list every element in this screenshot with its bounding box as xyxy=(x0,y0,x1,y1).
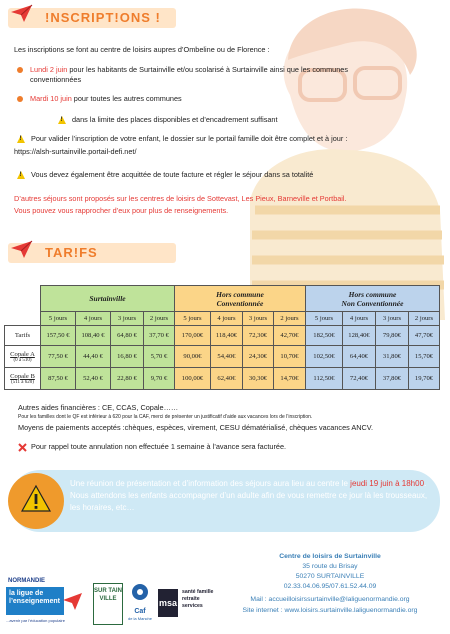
other-sejours-line2: Vous pouvez vous rapprocher d’eux pour plus de renseignements. xyxy=(14,206,229,215)
info-box xyxy=(10,470,440,532)
caf-logo xyxy=(126,583,154,623)
group-header-line2: Conventionnée xyxy=(216,298,264,308)
bullet-1-text: pour les habitants de Surtainville et/ou scolarisé à Surtainville ainsi que les communes xyxy=(67,65,349,74)
caf-sub: de la Manche xyxy=(127,616,152,621)
footer-name: Centre de loisirs de Surtainville xyxy=(279,553,381,560)
day-header: 2 jours xyxy=(274,312,306,326)
table-cell: 87,50 € xyxy=(41,368,76,390)
table-cell: 79,80€ xyxy=(376,326,409,346)
table-cell: 182,50€ xyxy=(306,326,343,346)
warning-icon xyxy=(17,135,25,143)
surtainville-logo-text: SUR TAIN VILLE xyxy=(94,588,122,602)
day-header: 4 jours xyxy=(211,312,243,326)
group-header-surtainville: Surtainville xyxy=(41,286,175,312)
cancel-text: Pour rappel toute annulation non effectuée 1 semaine à l’avance sera facturée. xyxy=(31,442,287,451)
bullet-2-date: Mardi 10 juin xyxy=(30,94,72,103)
table-cell: 37,80€ xyxy=(376,368,409,390)
group-header-line1: Hors commune xyxy=(348,289,397,299)
table-cell: 30,30€ xyxy=(243,368,274,390)
warning-icon xyxy=(20,484,52,514)
table-cell: 14,70€ xyxy=(274,368,306,390)
row-label-main: Copale A xyxy=(10,350,35,358)
tarifs-table xyxy=(4,285,440,390)
ligue-region: NORMANDIE xyxy=(8,578,45,584)
row-label-main: Copale B xyxy=(10,372,35,380)
bullet-2 xyxy=(30,94,182,104)
table-cell: 64,40€ xyxy=(343,346,376,368)
table-cell: 19,70€ xyxy=(409,368,440,390)
table-cell: 128,40€ xyxy=(343,326,376,346)
info-text-part2: . Nous attendons les enfants accompagner d’un adulte afin de vous remettre ce jour là les trousseaux, les horaires, etc… xyxy=(70,479,428,512)
table-cell: 10,70€ xyxy=(274,346,306,368)
table-cell: 64,80 € xyxy=(111,326,144,346)
footer-address2: 50270 SURTAINVILLE xyxy=(295,573,365,580)
surtainville-logo xyxy=(93,583,123,625)
table-cell: 72,30€ xyxy=(243,326,274,346)
day-header: 3 jours xyxy=(376,312,409,326)
day-header: 2 jours xyxy=(409,312,440,326)
group-header-conventionnee xyxy=(175,286,306,312)
day-header: 3 jours xyxy=(243,312,274,326)
table-cell: 37,70 € xyxy=(144,326,175,346)
footer-address1: 35 route du Brisay xyxy=(302,563,358,570)
aides-line2: Pour les familles dont le QF est inférieur à 620 pour la CAF, merci de présenter un justificatif d’aide aux vacances lors de l’inscription. xyxy=(18,414,313,420)
bullet-1 xyxy=(30,65,430,75)
warning-icon xyxy=(58,116,66,124)
table-cell: 77,50 € xyxy=(41,346,76,368)
bullet-1-line2: conventionnées xyxy=(30,75,82,84)
table-cell: 100,00€ xyxy=(175,368,211,390)
msa-text: santé famille retraite services xyxy=(182,589,214,609)
table-cell: 90,00€ xyxy=(175,346,211,368)
bullet-icon xyxy=(17,96,23,102)
intro-text: Les inscriptions se font au centre de loisirs aupres d’Ombeline ou de Florence : xyxy=(14,45,270,54)
table-cell: 44,40 € xyxy=(76,346,111,368)
table-cell: 31,80€ xyxy=(376,346,409,368)
table-cell: 47,70€ xyxy=(409,326,440,346)
group-header-line2: Non Conventionnée xyxy=(341,298,404,308)
paper-plane-icon xyxy=(62,592,84,612)
bullet-1-date: Lundi 2 juin xyxy=(30,65,68,74)
table-cell: 62,40€ xyxy=(211,368,243,390)
warning-1-text: dans la limite des places disponibles et d’encadrement suffisant xyxy=(72,115,278,124)
paper-plane-icon xyxy=(10,240,34,260)
table-cell: 102,50€ xyxy=(306,346,343,368)
table-cell: 22,80 € xyxy=(111,368,144,390)
table-cell: 9,70 € xyxy=(144,368,175,390)
row-label-sub: (0 à 510) xyxy=(13,357,32,363)
tarifs-title: TAR!FS xyxy=(45,245,98,260)
ligue-logo-block xyxy=(6,587,64,615)
ligue-name: la ligue de l’enseignement xyxy=(9,590,60,605)
table-cell: 72,40€ xyxy=(343,368,376,390)
table-cell: 16,80 € xyxy=(111,346,144,368)
footer-mail[interactable]: Mail : accueilloisirssurtainville@laliguenormandie.org xyxy=(250,596,410,603)
day-header: 4 jours xyxy=(343,312,376,326)
msa-letters: msa xyxy=(158,589,178,617)
row-label: Tarifs xyxy=(5,326,41,346)
cross-icon xyxy=(18,443,27,452)
info-text-part1: Une réunion de présentation et d’information des séjours aura lieu au centre le xyxy=(70,479,351,488)
caf-name: Caf xyxy=(134,608,146,615)
page-title: !NSCRIPT!ONS ! xyxy=(45,10,161,25)
day-header: 3 jours xyxy=(111,312,144,326)
caf-icon xyxy=(126,583,154,603)
table-cell: 24,30€ xyxy=(243,346,274,368)
table-cell: 118,40€ xyxy=(211,326,243,346)
table-cell: 52,40 € xyxy=(76,368,111,390)
paper-plane-icon xyxy=(10,4,34,24)
info-text xyxy=(70,478,432,514)
table-cell: 5,70 € xyxy=(144,346,175,368)
table-cell: 108,40 € xyxy=(76,326,111,346)
bullet-icon xyxy=(17,67,23,73)
day-header: 5 jours xyxy=(175,312,211,326)
msa-logo xyxy=(158,583,214,623)
day-header: 4 jours xyxy=(76,312,111,326)
group-header-non-conventionnee xyxy=(306,286,440,312)
table-cell: 157,50 € xyxy=(41,326,76,346)
info-date: jeudi 19 juin à 18h00 xyxy=(350,479,425,488)
table-cell: 42,70€ xyxy=(274,326,306,346)
footer-site[interactable]: Site internet : www.loisirs.surtainville.laliguenormandie.org xyxy=(242,607,418,614)
table-cell: 54,40€ xyxy=(211,346,243,368)
row-label xyxy=(5,346,41,368)
portal-url[interactable]: https://alsh-surtainville.portail-defi.net/ xyxy=(14,147,137,156)
table-cell: 170,00€ xyxy=(175,326,211,346)
footer-phones: 02.33.04.06.95/07.61.52.44.09 xyxy=(283,583,377,590)
aides-line3: Moyens de paiements acceptés :chèques, espèces, virement, CESU dématérialisé, chèques vacances ANCV. xyxy=(18,423,374,432)
row-label xyxy=(5,368,41,390)
row-label-sub: (511 à 620) xyxy=(11,379,34,385)
table-cell: 15,70€ xyxy=(409,346,440,368)
ligue-tagline: ...avenir par l’éducation populaire xyxy=(6,618,65,623)
day-header: 5 jours xyxy=(41,312,76,326)
other-sejours-line1: D’autres séjours sont proposés sur les centres de loisirs de Sottevast, Les Pieux, Barneville et Portbail. xyxy=(14,194,347,203)
warning-2-text: Pour valider l’inscription de votre enfant, le dossier sur le portail famille doit être complet et à jour : xyxy=(31,134,348,143)
day-header: 2 jours xyxy=(144,312,175,326)
warning-icon xyxy=(17,171,25,179)
aides-line1: Autres aides financières : CE, CCAS, Copale…… xyxy=(18,403,179,412)
day-header: 5 jours xyxy=(306,312,343,326)
bullet-2-text: pour toutes les autres communes xyxy=(71,94,182,103)
group-header-line1: Hors commune xyxy=(216,289,264,299)
table-cell: 112,50€ xyxy=(306,368,343,390)
warning-3-text: Vous devez également être acquittée de toute facture et régler le séjour dans sa totalité xyxy=(31,170,314,179)
